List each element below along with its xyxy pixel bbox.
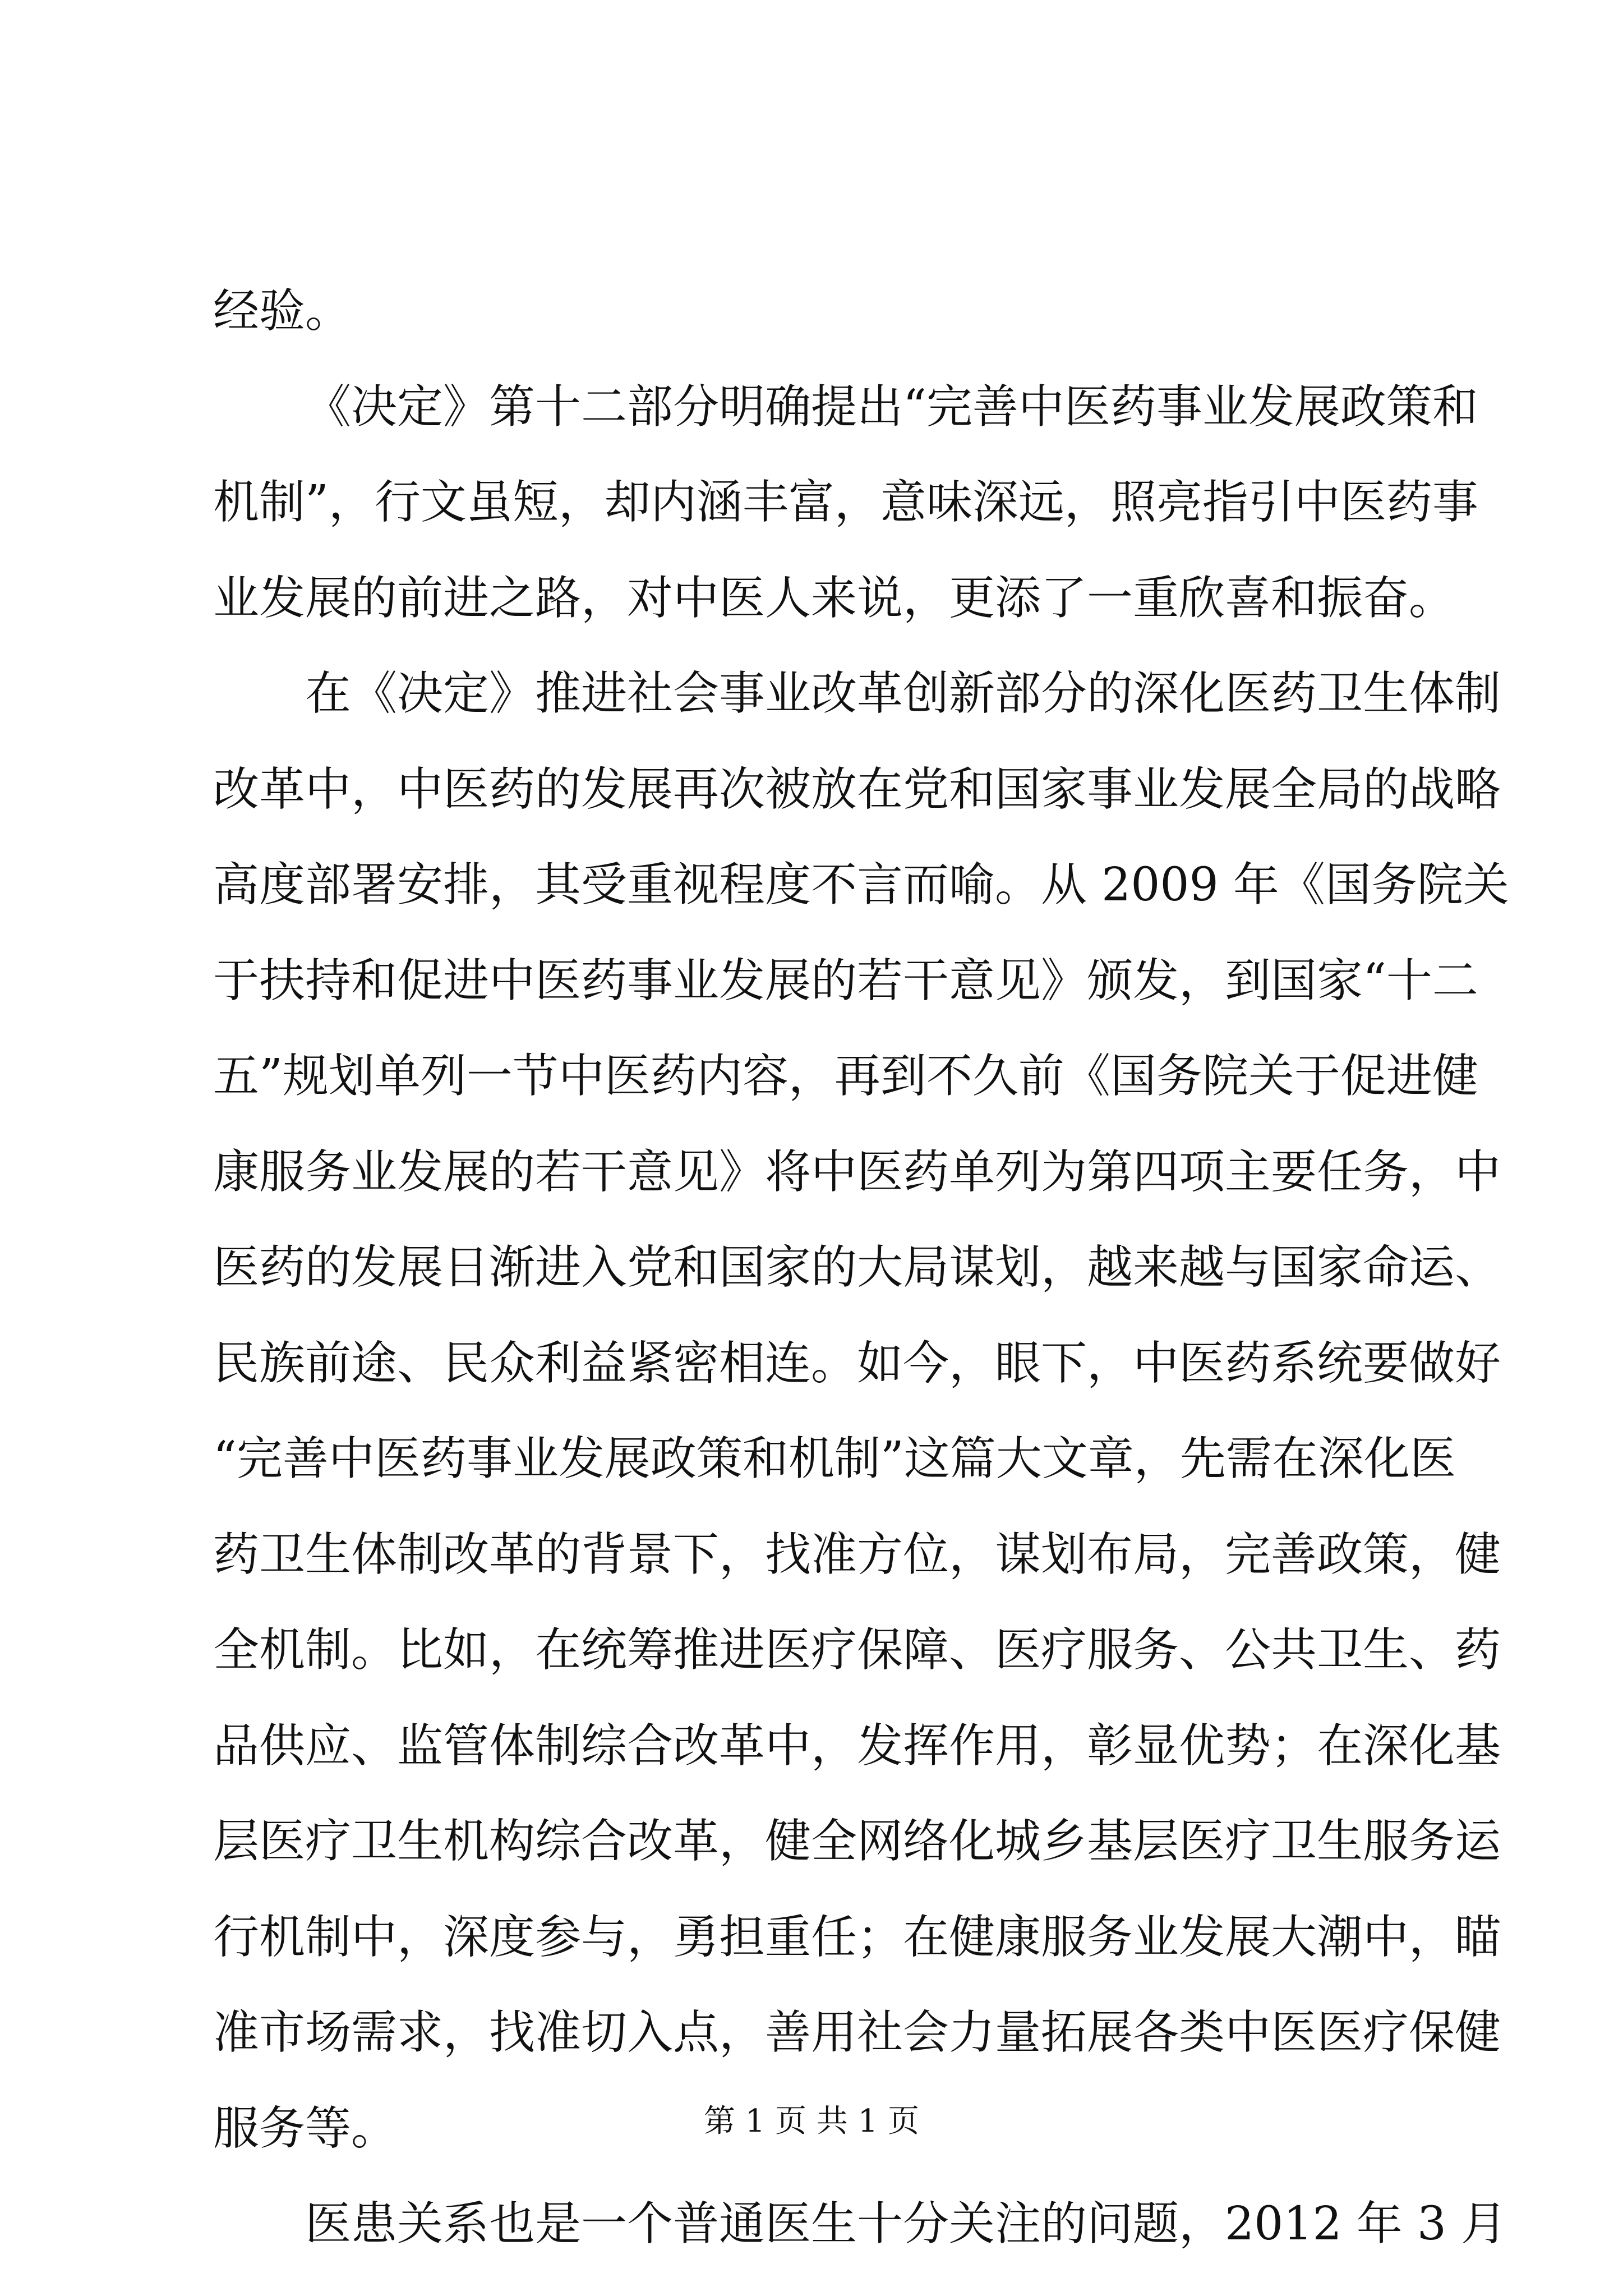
text-line: 经验。 bbox=[213, 284, 352, 338]
text-line: 全机制。比如，在统筹推进医疗保障、医疗服务、公共卫生、药 bbox=[213, 1623, 1501, 1677]
text-line: 《决定》第十二部分明确提出“完善中医药事业发展政策和 bbox=[305, 380, 1478, 434]
text-line: 康服务业发展的若干意见》将中医药单列为第四项主要任务，中 bbox=[213, 1145, 1501, 1199]
text-line: 行机制中，深度参与，勇担重任；在健康服务业发展大潮中，瞄 bbox=[213, 1910, 1501, 1964]
page-footer: 第 1 页 共 1 页 bbox=[703, 2103, 920, 2139]
text-line: 药卫生体制改革的背景下，找准方位，谋划布局，完善政策，健 bbox=[213, 1527, 1501, 1581]
text-line: 服务等。 bbox=[213, 2101, 398, 2155]
text-line: 层医疗卫生机构综合改革，健全网络化城乡基层医疗卫生服务运 bbox=[213, 1815, 1501, 1868]
text-line: 机制”，行文虽短，却内涵丰富，意味深远，照亮指引中医药事 bbox=[213, 476, 1478, 529]
text-line: 高度部署安排，其受重视程度不言而喻。从 2009 年《国务院关 bbox=[213, 858, 1509, 912]
text-line: 民族前途、民众利益紧密相连。如今，眼下，中医药系统要做好 bbox=[213, 1336, 1501, 1390]
text-line: 于扶持和促进中医药事业发展的若干意见》颁发，到国家“十二 bbox=[213, 954, 1478, 1007]
text-line: 品供应、监管体制综合改革中，发挥作用，彰显优势；在深化基 bbox=[213, 1719, 1501, 1773]
text-line: 医药的发展日渐进入党和国家的大局谋划，越来越与国家命运、 bbox=[213, 1241, 1501, 1294]
text-line: “完善中医药事业发展政策和机制”这篇大文章，先需在深化医 bbox=[213, 1432, 1456, 1485]
text-line: 准市场需求，找准切入点，善用社会力量拓展各类中医医疗保健 bbox=[213, 2006, 1501, 2059]
body-text bbox=[213, 264, 1509, 2272]
text-line: 改革中，中医药的发展再次被放在党和国家事业发展全局的战略 bbox=[213, 762, 1501, 816]
text-line: 五”规划单列一节中医药内容，再到不久前《国务院关于促进健 bbox=[213, 1050, 1478, 1103]
text-line: 医患关系也是一个普通医生十分关注的问题，2012 年 3 月 bbox=[305, 2197, 1507, 2251]
text-line: 在《决定》推进社会事业改革创新部分的深化医药卫生体制 bbox=[305, 667, 1501, 720]
text-line: 业发展的前进之路，对中医人来说，更添了一重欣喜和振奋。 bbox=[213, 571, 1455, 625]
